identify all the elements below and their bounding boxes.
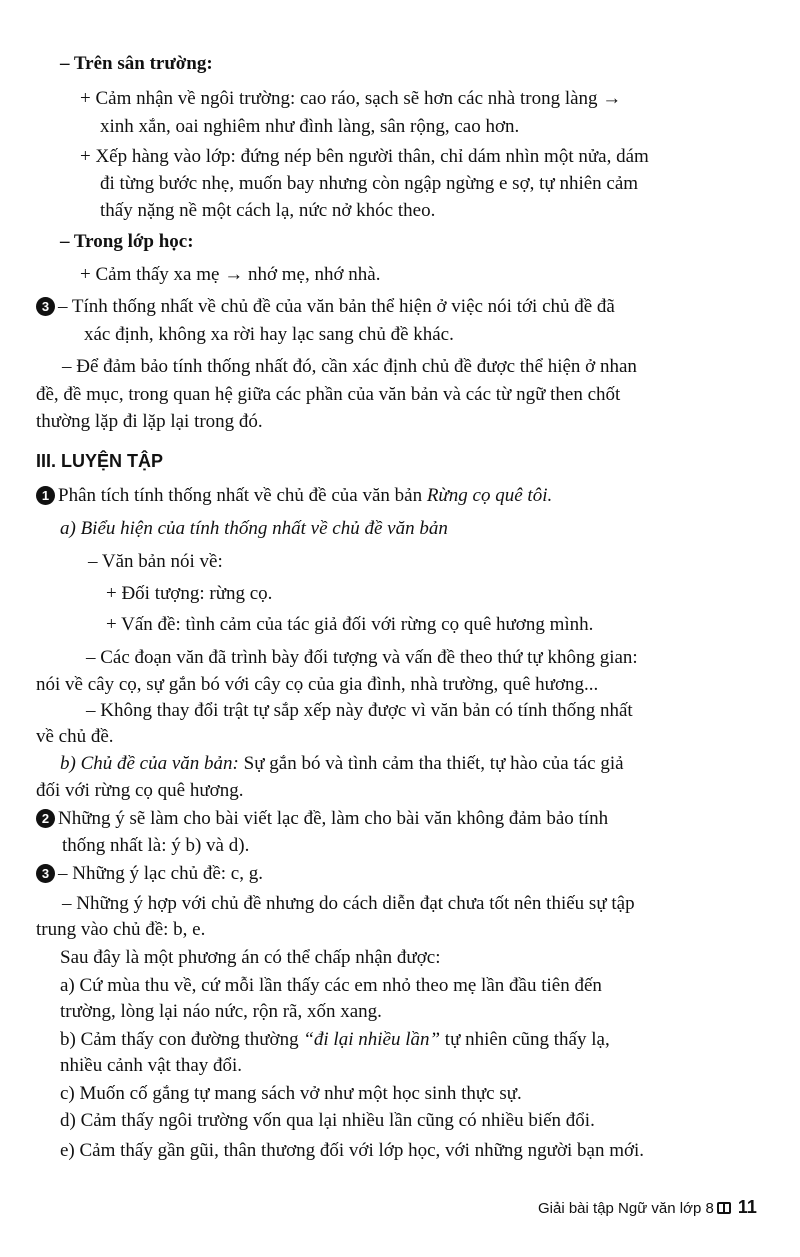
book-icon — [717, 1202, 731, 1214]
number-marker-icon: 3 — [36, 297, 55, 316]
text-line: xinh xắn, oai nghiêm như đình làng, sân rộng, cao hơn. — [100, 116, 520, 137]
number-marker-icon: 1 — [36, 486, 55, 505]
text-line: e) Cảm thấy gần gũi, thân thương đối với lớp học, với những người bạn mới. — [60, 1140, 645, 1161]
heading-tren-san-truong: – Trên sân trường: — [60, 53, 213, 74]
text-line: thường lặp đi lặp lại trong đó. — [36, 411, 263, 432]
text-line: đối với rừng cọ quê hương. — [36, 780, 244, 801]
text-line: trường, lòng lại náo nức, rộn rã, xốn xang. — [60, 1001, 382, 1022]
text-line: b) Cảm thấy con đường thường “đi lại nhiều lần” tự nhiên cũng thấy lạ, — [60, 1029, 610, 1050]
text-line: đề, đề mục, trong quan hệ giữa các phần của văn bản và các từ ngữ then chốt — [36, 384, 621, 405]
text-line: nhiều cảnh vật thay đổi. — [60, 1055, 243, 1076]
heading-trong-lop-hoc: – Trong lớp học: — [60, 231, 194, 252]
text-line: đi từng bước nhẹ, muốn bay nhưng còn ngập ngừng e sợ, tự nhiên cảm — [100, 173, 639, 194]
text-line: xác định, không xa rời hay lạc sang chủ đề khác. — [84, 324, 454, 345]
text-line: + Vấn đề: tình cảm của tác giả đối với rừng cọ quê hương mình. — [106, 614, 594, 635]
page-footer — [538, 1196, 757, 1220]
text-line: – Không thay đổi trật tự sắp xếp này được vì văn bản có tính thống nhất — [86, 700, 633, 721]
text-line: + Đối tượng: rừng cọ. — [106, 583, 273, 604]
text-line: + Cảm thấy xa mẹ → nhớ mẹ, nhớ nhà. — [80, 264, 381, 285]
text-line: – Văn bản nói về: — [88, 551, 223, 572]
text-line: a) Cứ mùa thu về, cứ mỗi lần thấy các em nhỏ theo mẹ lần đầu tiên đến — [60, 975, 602, 996]
text-line: – Những ý hợp với chủ đề nhưng do cách diễn đạt chưa tốt nên thiếu sự tập — [62, 893, 635, 914]
number-marker-icon: 3 — [36, 864, 55, 883]
page-number: 11 — [737, 1197, 757, 1217]
quoted-phrase: “đi lại nhiều lần” — [303, 1029, 441, 1050]
text-line: thống nhất là: ý b) và d). — [62, 835, 250, 856]
section-3-item: 3 – Tính thống nhất về chủ đề của văn bản thể hiện ở việc nói tới chủ đề đã — [36, 293, 615, 321]
section-heading-luyen-tap: III. LUYỆN TẬP — [36, 451, 164, 471]
text-line: c) Muốn cố gắng tự mang sách vở như một học sinh thực sự. — [60, 1083, 522, 1104]
subheading-a: a) Biểu hiện của tính thống nhất về chủ đề văn bản — [60, 518, 448, 539]
text-line: thấy nặng nề một cách lạ, nức nở khóc theo. — [100, 200, 436, 221]
exercise-1: 1 Phân tích tính thống nhất về chủ đề của văn bản Rừng cọ quê tôi. — [36, 482, 552, 510]
text-line: nói về cây cọ, sự gắn bó với cây cọ của gia đình, nhà trường, quê hương... — [36, 674, 599, 695]
text-line: trung vào chủ đề: b, e. — [36, 919, 206, 940]
text-line: – Để đảm bảo tính thống nhất đó, cần xác định chủ đề được thể hiện ở nhan — [62, 356, 637, 377]
text-line: + Cảm nhận về ngôi trường: cao ráo, sạch sẽ hơn các nhà trong làng → — [80, 88, 622, 109]
text-line: + Xếp hàng vào lớp: đứng nép bên người thân, chỉ dám nhìn một nửa, dám — [80, 146, 649, 167]
work-title: Rừng cọ quê tôi. — [426, 485, 553, 506]
number-marker-icon: 2 — [36, 809, 55, 828]
exercise-3: 3 – Những ý lạc chủ đề: c, g. — [36, 860, 263, 888]
subheading-b: b) Chủ đề của văn bản: Sự gắn bó và tình cảm tha thiết, tự hào của tác giả — [60, 753, 624, 774]
text-line: – Các đoạn văn đã trình bày đối tượng và vấn đề theo thứ tự không gian: — [86, 647, 638, 668]
text-line: Sau đây là một phương án có thể chấp nhận được: — [60, 947, 441, 968]
footer-book-title: Giải bài tập Ngữ văn lớp 8 — [538, 1200, 714, 1217]
text-line: về chủ đề. — [36, 726, 114, 747]
text-line: d) Cảm thấy ngôi trường vốn qua lại nhiều lần cũng có nhiều biến đổi. — [60, 1110, 595, 1131]
exercise-2: 2 Những ý sẽ làm cho bài viết lạc đề, làm cho bài văn không đảm bảo tính — [36, 805, 608, 833]
